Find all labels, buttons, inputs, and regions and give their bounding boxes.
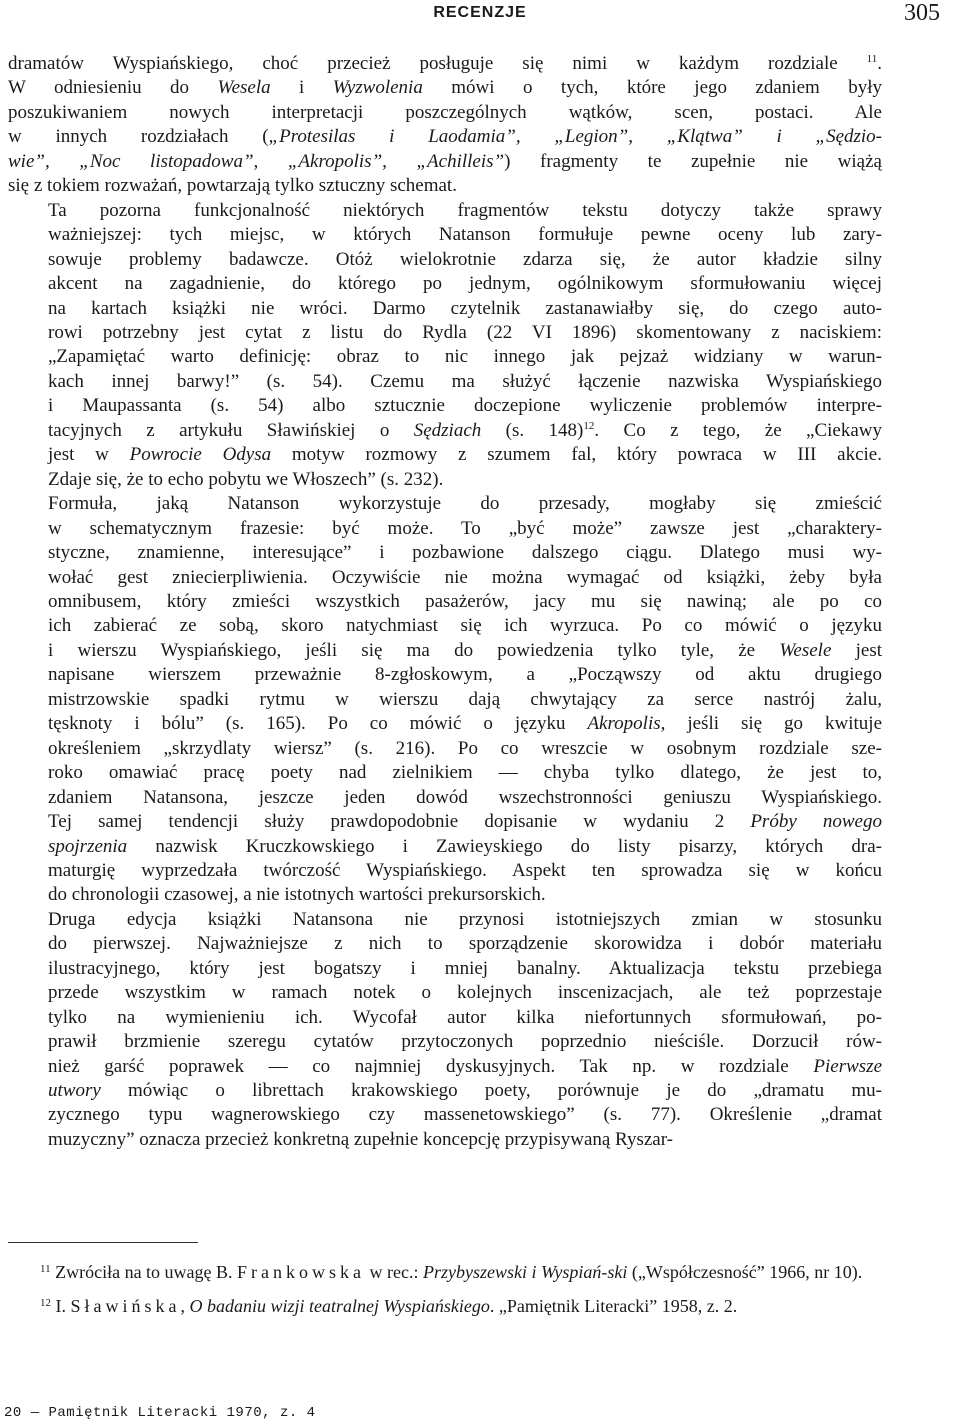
text-run: prawił brzmienie szeregu cytatów przytoczonych poprzednio nieściśle. Dorzucił rów-: [48, 1031, 882, 1053]
text-run: styczne, znamienne, interesujące” i pozbawione dalszego ciągu. Dlatego musi wy-: [48, 542, 882, 564]
text-run: akcent na zagadnienie, do którego po jednym, ogólnikowym sformułowaniu więcej: [48, 273, 882, 295]
text-run: w innych rozdziałach (: [8, 126, 269, 148]
footnote-ref: 11: [40, 1263, 51, 1275]
text-line: [8, 1055, 882, 1079]
text-run: zycznego typu wagnerowskiego czy massenetowskiego” (s. 77). Określenie „dramat: [48, 1104, 882, 1126]
text-run: I.: [51, 1296, 71, 1316]
italic-run: Wesele: [779, 639, 832, 661]
footnote-ref: 12: [40, 1297, 51, 1309]
text-run: tacyjnych z artykułu Sławińskiej o: [48, 419, 414, 441]
text-run: zdaniem Natansona, jeszcze jeden dowód wszechstronności geniuszu Wyspiańskiego.: [48, 786, 882, 808]
italic-run: utwory: [48, 1080, 101, 1102]
text-run: wołać gest zniecierpliwienia. Oczywiście nie można wymagać od książki, żeby była: [48, 566, 882, 588]
italic-run: Sędziach: [413, 419, 482, 441]
text-run: Zdaje się, że to echo pobytu we Włoszech” (s. 232).: [48, 468, 444, 490]
text-run: maturgię wyprzedzała twórczość Wyspiańskiego. Aspekt ten sprowadza się w końcu: [48, 859, 882, 881]
italic-run: Powrocie Odysa: [129, 444, 272, 466]
text-line: [8, 52, 882, 76]
footer-signature: 20 — Pamiętnik Literacki 1970, z. 4: [4, 1405, 316, 1421]
italic-run: Przybyszewski i Wyspiań-ski: [423, 1262, 628, 1282]
spaced-name: Sławińska: [70, 1296, 181, 1316]
footnote: [8, 1258, 882, 1286]
text-run: motyw rozmowy z szumem fal, który powraca w III akcie.: [271, 444, 882, 466]
text-run: przede wszystkim w ramach notek o kolejnych inscenizacjach, ale też poprzestaje: [48, 982, 882, 1004]
text-run: Ta pozorna funkcjonalność niektórych fragmentów tekstu dotyczy także sprawy: [48, 199, 882, 221]
text-run: roko omawiać pracę poety nad zielnikiem — chyba tylko dlatego, że jest to,: [48, 762, 882, 784]
text-line: [8, 517, 882, 541]
text-line: [8, 957, 882, 981]
italic-run: Próby nowego: [750, 811, 882, 833]
text-run: ilustracyjnego, który jest bogatszy i mniej banalny. Aktualizacja tekstu przebiega: [48, 957, 882, 979]
footnotes: [8, 1258, 882, 1326]
text-line: [8, 981, 882, 1005]
text-line: [8, 419, 882, 443]
text-line: [8, 566, 882, 590]
page-number: 305: [904, 0, 940, 26]
text-line: [8, 883, 882, 907]
paragraph: [8, 492, 882, 908]
text-run: napisane wierszem przeważnie 8-zgłoskowym, a „Począwszy od aktu drugiego: [48, 664, 882, 686]
text-line: [8, 199, 882, 223]
text-run: ich zabierać ze sobą, skoro natychmiast się ich wyrzuca. Po co mówić o języku: [48, 615, 882, 637]
italic-run: Wesela: [217, 77, 271, 99]
text-line: [8, 761, 882, 785]
text-run: .: [877, 53, 882, 74]
text-line: [8, 712, 882, 736]
text-line: [8, 248, 882, 272]
text-line: [8, 614, 882, 638]
text-line: [8, 394, 882, 418]
text-line: [8, 150, 882, 174]
footnote: [8, 1292, 882, 1320]
text-line: [8, 688, 882, 712]
text-run: rowi potrzebny jest cytat z listu do Rydla (22 VI 1896) skomentowany z naciskiem:: [48, 321, 882, 343]
italic-run: „Protesilas i Laodamia”, „Legion”, „Klątwa” i „Sędzio-: [268, 126, 883, 148]
text-line: [8, 345, 882, 369]
text-run: Druga edycja książki Natansona nie przynosi istotniejszych zmian w stosunku: [48, 908, 882, 930]
text-run: w rec.:: [365, 1262, 424, 1282]
italic-run: Pierwsze: [813, 1055, 882, 1077]
text-line: [8, 223, 882, 247]
text-run: . Co z tego, że „Ciekawy: [594, 419, 882, 441]
text-line: [8, 541, 882, 565]
text-line: [8, 835, 882, 859]
text-run: i Maupassanta (s. 54) albo sztucznie doczepione wyliczenie problemów interpre-: [48, 395, 882, 417]
text-run: poszukiwaniem nowych interpretacji poszczególnych wątków, scen, postaci. Ale: [8, 101, 882, 123]
italic-run: spojrzenia: [48, 835, 128, 857]
text-run: się z tokiem rozważań, powtarzają tylko sztuczny schemat.: [8, 175, 457, 197]
text-run: tylko na wymienieniu ich. Wycofał autor kilka niefortunnych sformułowań, po-: [48, 1006, 882, 1028]
text-run: do pierwszej. Najważniejsze z nich to sporządzenie skorowidza i dobór materiału: [48, 933, 882, 955]
text-run: mistrzowskie spadki rytmu w wierszu dają chwytający za serce nastrój żalu,: [48, 688, 882, 710]
paragraph: [8, 52, 882, 199]
text-run: jest w: [48, 444, 130, 466]
text-run: muzyczny” oznacza przecież konkretną zupełnie koncepcję przypisywaną Ryszar-: [48, 1128, 674, 1150]
text-line: [8, 1128, 882, 1152]
section-title: RECENZJE: [433, 4, 527, 21]
text-line: [8, 272, 882, 296]
text-run: określeniem „skrzydlaty wiersz” (s. 216). Po co wreszcie w osobnym rozdziale sze-: [48, 737, 882, 759]
text-run: Zwróciła na to uwagę B.: [50, 1262, 238, 1282]
text-line: [8, 1079, 882, 1103]
text-run: omnibusem, który zmieści wszystkich pasażerów, jacy mu się nawiną; ale po co: [48, 590, 882, 612]
text-run: („Współczesność” 1966, nr 10).: [627, 1262, 863, 1282]
text-run: na kartach książki nie wróci. Darmo czytelnik zastanawiałby się, do czego auto-: [48, 297, 882, 319]
footnote-ref: 11: [866, 53, 878, 65]
text-run: ) fragmenty te zupełnie nie wiążą: [504, 150, 882, 172]
text-run: kach innej barwy!” (s. 54). Czemu ma służyć łączenie nazwiska Wyspiańskiego: [48, 370, 882, 392]
text-run: , jeśli się go kwituje: [660, 713, 882, 735]
text-run: nież garść poprawek — co najmniej dyskusyjnych. Tak np. w rozdziale: [48, 1055, 814, 1077]
text-run: dramatów Wyspiańskiego, choć przecież posługuje się nimi w każdym rozdziale: [8, 53, 867, 74]
italic-run: O badaniu wizji teatralnej Wyspiańskiego: [189, 1296, 490, 1316]
text-line: [8, 663, 882, 687]
text-line: [8, 370, 882, 394]
text-run: ,: [180, 1296, 190, 1316]
text-run: do chronologii czasowej, a nie istotnych wartości prekursorskich.: [48, 884, 546, 906]
text-line: [8, 639, 882, 663]
text-line: [8, 468, 882, 492]
text-line: [8, 1103, 882, 1127]
text-run: nazwisk Kruczkowskiego i Zawieyskiego do listy pisarzy, których dra-: [127, 835, 882, 857]
text-run: mówiąc o librettach krakowskiego poety, porównuje je do „dramatu mu-: [100, 1080, 882, 1102]
text-line: [8, 932, 882, 956]
text-line: [8, 590, 882, 614]
text-run: sowuje problemy badawcze. Otóż wielokrotnie zdarza się, że autor kładzie silny: [48, 248, 882, 270]
text-run: ważniejszej: tych miejsc, w których Natanson formułuje pewne oceny lub zary-: [48, 224, 882, 246]
text-run: . „Pamiętnik Literacki” 1958, z. 2.: [489, 1296, 738, 1316]
text-line: [8, 321, 882, 345]
italic-run: wie”, „Noc listopadowa”, „Akropolis”, „Achilleis”: [8, 150, 505, 172]
text-line: [8, 125, 882, 149]
paragraph: [8, 908, 882, 1153]
text-line: [8, 859, 882, 883]
text-run: Formuła, jaką Natanson wykorzystuje do przesady, mogłaby się zmieścić: [48, 493, 882, 515]
running-head: [0, 2, 960, 26]
text-run: jest: [831, 639, 882, 661]
text-line: [8, 1006, 882, 1030]
text-run: i: [270, 77, 333, 99]
italic-run: Akropolis: [587, 713, 661, 735]
text-line: [8, 908, 882, 932]
body-text: [8, 52, 882, 1152]
text-line: [8, 810, 882, 834]
text-line: [8, 76, 882, 100]
text-line: [8, 297, 882, 321]
text-line: [8, 174, 882, 198]
spaced-name: Frankowska: [237, 1262, 366, 1282]
text-run: (s. 148): [481, 419, 584, 441]
footnote-ref: 12: [583, 419, 595, 432]
text-line: [8, 786, 882, 810]
text-line: [8, 1030, 882, 1054]
text-run: tęsknoty i bólu” (s. 165). Po co mówić o języku: [48, 713, 588, 735]
text-run: W odniesieniu do: [8, 77, 218, 99]
text-run: i wierszu Wyspiańskiego, jeśli się ma do powiedzenia tylko tyle, że: [48, 639, 780, 661]
text-run: Tej samej tendencji służy prawdopodobnie dopisanie w wydaniu 2: [48, 811, 751, 833]
text-line: [8, 492, 882, 516]
italic-run: Wyzwolenia: [332, 77, 423, 99]
text-run: mówi o tych, które jego zdaniem były: [422, 77, 882, 99]
text-run: w schematycznym frazesie: być może. To „być może” zawsze jest „charaktery-: [48, 517, 882, 539]
text-line: [8, 443, 882, 467]
text-line: [8, 737, 882, 761]
paragraph: [8, 199, 882, 492]
text-line: [8, 101, 882, 125]
footnote-divider: [8, 1242, 198, 1243]
text-run: „Zapamiętać warto definicję: obraz to nic innego jak pejzaż widziany w warun-: [48, 346, 882, 368]
